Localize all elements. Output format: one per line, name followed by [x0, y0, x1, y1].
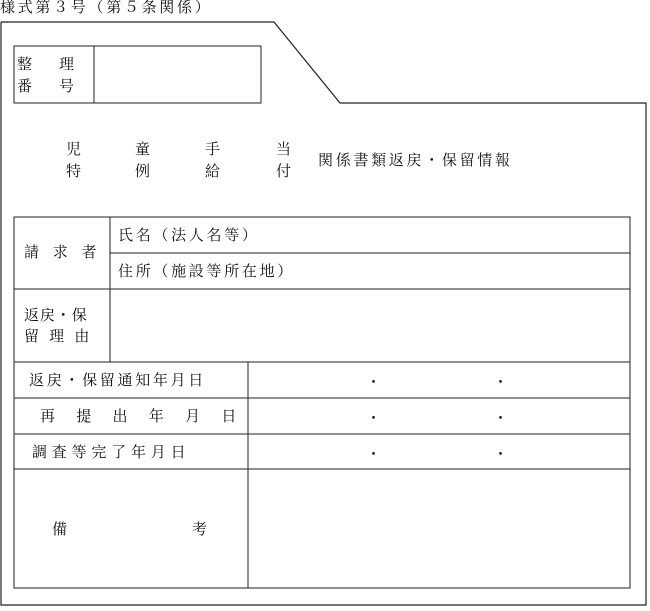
title-char-bottom-1: 特	[66, 162, 82, 180]
main-table-frame	[14, 217, 630, 588]
investigation-date-separator-1: ・	[366, 445, 382, 463]
investigation-date-label: 調査等完了年月日	[32, 443, 191, 461]
title-suffix: 関係書類返戻・保留情報	[318, 151, 513, 169]
reason-label-line1: 返戻・保	[24, 306, 88, 324]
reason-label-line2: 留 理 由	[24, 327, 93, 345]
remarks-label-left: 備	[52, 520, 68, 538]
resubmission-date-separator-1: ・	[366, 409, 382, 427]
title-char-top-4: 当	[276, 140, 292, 158]
notice-date-separator-2: ・	[493, 373, 509, 391]
notice-date-separator-1: ・	[366, 373, 382, 391]
title-char-bottom-4: 付	[276, 162, 292, 180]
claimant-name-label: 氏名（法人名等）	[118, 226, 260, 244]
remarks-label-right: 考	[192, 520, 208, 538]
form-number-label: 様式第３号（第５条関係）	[0, 0, 213, 16]
claimant-address-label: 住所（施設等所在地）	[118, 262, 296, 280]
title-char-top-2: 童	[135, 140, 151, 158]
resubmission-date-separator-2: ・	[493, 409, 509, 427]
reference-label-line2: 番 号	[17, 77, 81, 95]
resubmission-date-label: 再 提 出 年 月 日	[40, 407, 245, 425]
title-char-top-1: 児	[66, 140, 82, 158]
notice-date-label: 返戻・保留通知年月日	[29, 371, 207, 389]
title-char-top-3: 手	[205, 140, 221, 158]
investigation-date-separator-2: ・	[493, 445, 509, 463]
claimant-label: 請 求 者	[24, 243, 102, 261]
title-char-bottom-2: 例	[135, 162, 151, 180]
reference-label-line1: 整 理	[17, 55, 81, 73]
outer-frame	[1, 22, 646, 605]
title-char-bottom-3: 給	[205, 162, 221, 180]
